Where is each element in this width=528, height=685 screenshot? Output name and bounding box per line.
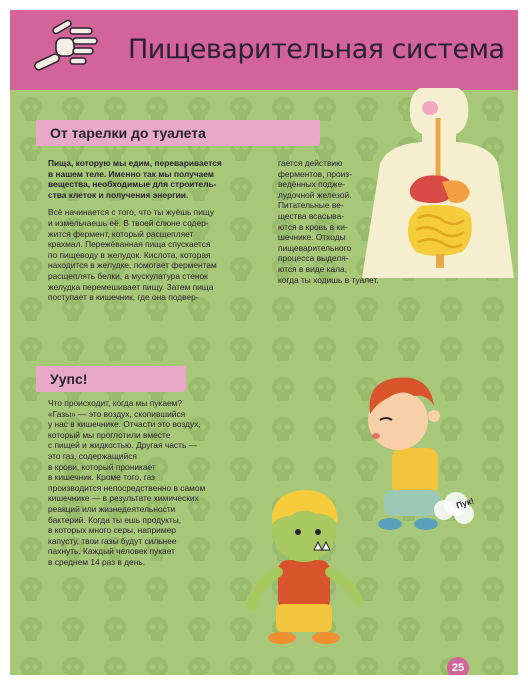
section1-column2 [278,158,418,292]
section1-intro: Пища, которую мы едим, переваривается в нашем теле. Именно так мы получаем вещества, необходимые для строитель- ства клеток и получения энергии. [48,158,222,200]
page-title: Пищеварительная система [128,34,505,65]
section1-column2-text: гается действию ферментов, произ- ведённых подже- лудочной железой. Питательные ве- щества всасыва- ются в кровь в ки- шечнике. Отходы пищеварительного процесса выделя- ются в виде кала, когда ты ходишь в туалет. [278,158,379,285]
boy-blond-illustration [242,476,372,646]
fart-cloud-icon [430,488,480,528]
section-heading-digestion: От тарелки до туалета [36,120,320,146]
section2-body [48,398,256,575]
sound-effect-label: Пук! [454,495,476,511]
section-heading-oops: Уупс! [36,366,186,392]
skeleton-hand-icon [30,18,120,84]
section2-paragraph: Что происходит, когда мы пукаем? «Газы» — это воздух, скопившийся у нас в кишечнике. Отчасти это воздух, который мы проглотили вместе с пищей и жидкостью. Другая часть — это газ, содержащийся в крови, который проникает в кишечник. Кроме того, газ производится непосредственно в самом кишечнике — в результате химических реакций или жизнедеятельности бактерий. Когда ты ешь продукты, в которых много серы, например капусту, твои газы будут сильнее пахнуть. Каждый человек пукает в среднем 14 раз в день. [48,398,206,567]
page [10,10,518,675]
section1-paragraph: Всё начинается с того, что ты жуёшь пищу и измельчаешь её. В твоей слюне содер- жится фермент, который расщепляет крахмал. Пережёванная пища спускается по пищеводу в желудок. Кислота, которая находится в желудке, помогает ферментам расщеплять белки, а мускулатура стенок желудка перемешивает пищу. Затем пища поступает в кишечник, где она подвер- [48,207,217,303]
page-number: 25 [447,657,469,675]
section1-column1 [48,158,284,310]
